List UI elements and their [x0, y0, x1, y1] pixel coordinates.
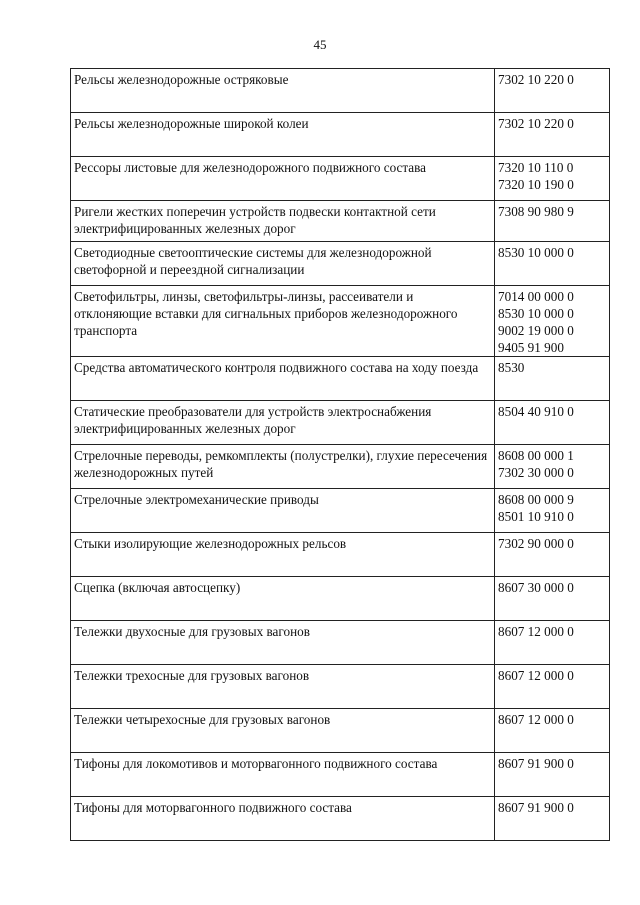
- product-name-cell: Стыки изолирующие железнодорожных рельсов: [71, 533, 495, 577]
- tn-ved-code: 8530: [498, 360, 525, 375]
- product-name-cell: Тележки четырехосные для грузовых вагонов: [71, 709, 495, 753]
- product-code-cell: [495, 533, 610, 577]
- tn-ved-code: 8608 00 000 9: [498, 492, 574, 507]
- product-name-cell: Статические преобразователи для устройств электроснабжения электрифицированных железных дорог: [71, 401, 495, 445]
- tn-ved-code: 7014 00 000 0: [498, 289, 574, 304]
- table-row: [71, 665, 610, 709]
- product-code-cell: [495, 242, 610, 286]
- table-row: [71, 533, 610, 577]
- tn-ved-code: 7308 90 980 9: [498, 204, 574, 219]
- tn-ved-code: 7302 10 220 0: [498, 72, 574, 87]
- tn-ved-code: 8530 10 000 0: [498, 306, 574, 321]
- goods-table: [70, 68, 610, 841]
- table-row: [71, 201, 610, 242]
- table-row: [71, 621, 610, 665]
- table-row: [71, 357, 610, 401]
- product-code-cell: [495, 401, 610, 445]
- product-code-cell: [495, 113, 610, 157]
- table-row: [71, 113, 610, 157]
- product-code-cell: [495, 445, 610, 489]
- tn-ved-code: 7320 10 190 0: [498, 177, 574, 192]
- product-name-cell: Рельсы железнодорожные широкой колеи: [71, 113, 495, 157]
- tn-ved-code: 8530 10 000 0: [498, 245, 574, 260]
- product-code-cell: [495, 665, 610, 709]
- tn-ved-code: 8607 30 000 0: [498, 580, 574, 595]
- product-code-cell: [495, 157, 610, 201]
- product-name-cell: Рессоры листовые для железнодорожного подвижного состава: [71, 157, 495, 201]
- product-code-cell: [495, 201, 610, 242]
- table-row: [71, 445, 610, 489]
- tn-ved-code: 8607 12 000 0: [498, 668, 574, 683]
- product-code-cell: [495, 709, 610, 753]
- table-row: [71, 286, 610, 357]
- product-code-cell: [495, 753, 610, 797]
- tn-ved-code: 8501 10 910 0: [498, 509, 574, 524]
- tn-ved-code: 8504 40 910 0: [498, 404, 574, 419]
- product-name-cell: Рельсы железнодорожные остряковые: [71, 69, 495, 113]
- tn-ved-code: 7302 90 000 0: [498, 536, 574, 551]
- product-code-cell: [495, 621, 610, 665]
- product-code-cell: [495, 286, 610, 357]
- table-row: [71, 242, 610, 286]
- goods-table-body: [71, 69, 610, 841]
- tn-ved-code: 7302 30 000 0: [498, 465, 574, 480]
- product-code-cell: [495, 577, 610, 621]
- product-name-cell: Ригели жестких поперечин устройств подвески контактной сети электрифицированных железных дорог: [71, 201, 495, 242]
- table-row: [71, 69, 610, 113]
- tn-ved-code: 7302 10 220 0: [498, 116, 574, 131]
- table-row: [71, 157, 610, 201]
- tn-ved-code: 9002 19 000 0: [498, 323, 574, 338]
- product-name-cell: Средства автоматического контроля подвижного состава на ходу поезда: [71, 357, 495, 401]
- table-row: [71, 577, 610, 621]
- tn-ved-code: 8607 12 000 0: [498, 712, 574, 727]
- product-name-cell: Сцепка (включая автосцепку): [71, 577, 495, 621]
- table-row: [71, 797, 610, 841]
- tn-ved-code: 8608 00 000 1: [498, 448, 574, 463]
- product-code-cell: [495, 69, 610, 113]
- table-row: [71, 753, 610, 797]
- tn-ved-code: 8607 91 900 0: [498, 756, 574, 771]
- product-name-cell: Тифоны для моторвагонного подвижного состава: [71, 797, 495, 841]
- product-name-cell: Тележки двухосные для грузовых вагонов: [71, 621, 495, 665]
- table-row: [71, 401, 610, 445]
- table-row: [71, 489, 610, 533]
- product-code-cell: [495, 489, 610, 533]
- tn-ved-code: 8607 12 000 0: [498, 624, 574, 639]
- product-code-cell: [495, 797, 610, 841]
- product-name-cell: Тележки трехосные для грузовых вагонов: [71, 665, 495, 709]
- page-number: 45: [313, 37, 327, 52]
- product-name-cell: Тифоны для локомотивов и моторвагонного подвижного состава: [71, 753, 495, 797]
- product-name-cell: Светофильтры, линзы, светофильтры-линзы, рассеиватели и отклоняющие вставки для сигнальных приборов железнодорожного транспорта: [71, 286, 495, 357]
- product-name-cell: Светодиодные светооптические системы для железнодорожной светофорной и переездной сигнализации: [71, 242, 495, 286]
- product-name-cell: Стрелочные переводы, ремкомплекты (полустрелки), глухие пересечения железнодорожных путей: [71, 445, 495, 489]
- table-row: [71, 709, 610, 753]
- tn-ved-code: 8607 91 900 0: [498, 800, 574, 815]
- tn-ved-code: 9405 91 900: [498, 340, 564, 355]
- product-code-cell: [495, 357, 610, 401]
- tn-ved-code: 7320 10 110 0: [498, 160, 574, 175]
- product-name-cell: Стрелочные электромеханические приводы: [71, 489, 495, 533]
